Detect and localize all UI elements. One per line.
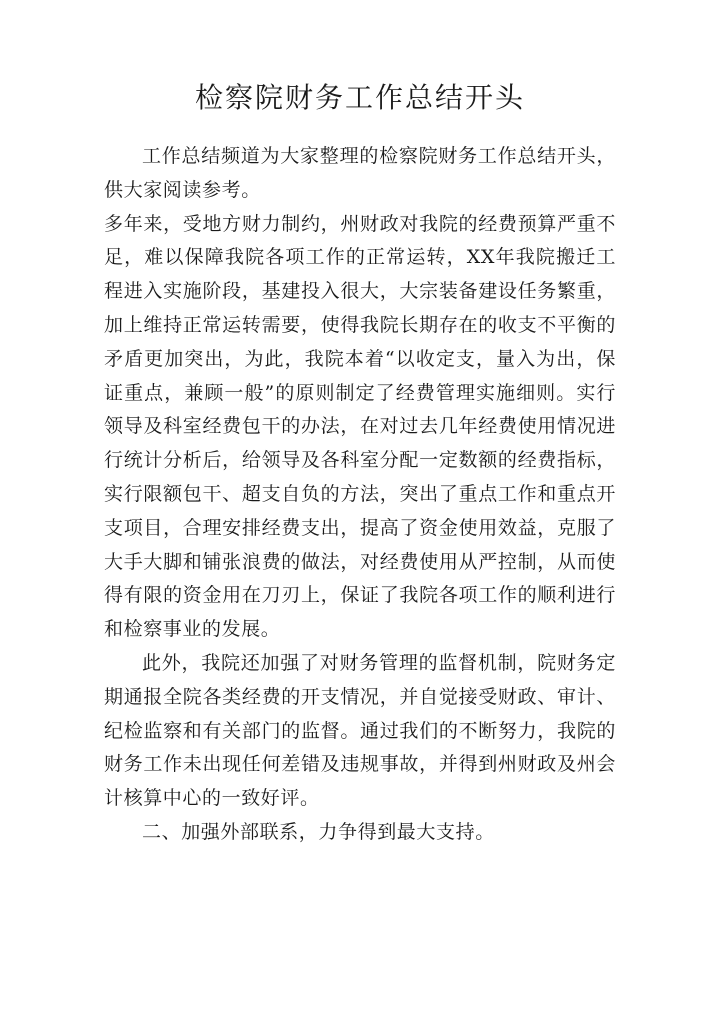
body-paragraph-budget: 多年来，受地方财力制约，州财政对我院的经费预算严重不足，难以保障我院各项工作的正常运转，XX年我院搬迁工程进入实施阶段，基建投入很大，大宗装备建设任务繁重，加上维持正常运转需要，使得我院长期存在的收支不平衡的矛盾更加突出，为此，我院本着“以收定支，量入为出，保证重点，兼顾一般”的原则制定了经费管理实施细则。实行领导及科室经费包干的办法，在对过去几年经费使用情况进行统计分析后，给领导及各科室分配一定数额的经费指标，实行限额包干、超支自负的方法，突出了重点工作和重点开支项目，合理安排经费支出，提高了资金使用效益，克服了大手大脚和铺张浪费的做法，对经费使用从严控制，从而使得有限的资金用在刀刃上，保证了我院各项工作的顺利进行和检察事业的发展。 <box>104 212 616 641</box>
intro-paragraph: 工作总结频道为大家整理的检察院财务工作总结开头，供大家阅读参考。 <box>104 145 616 201</box>
section-heading-external: 二、加强外部联系，力争得到最大支持。 <box>142 820 495 843</box>
document-title: 检察院财务工作总结开头 <box>194 81 525 114</box>
body-paragraph-supervision: 此外，我院还加强了对财务管理的监督机制，院财务定期通报全院各类经费的开支情况，并自觉接受财政、审计、纪检监察和有关部门的监督。通过我们的不断努力，我院的财务工作未出现任何差错及违规事故，并得到州财政及州会计核算中心的一致好评。 <box>104 651 616 810</box>
